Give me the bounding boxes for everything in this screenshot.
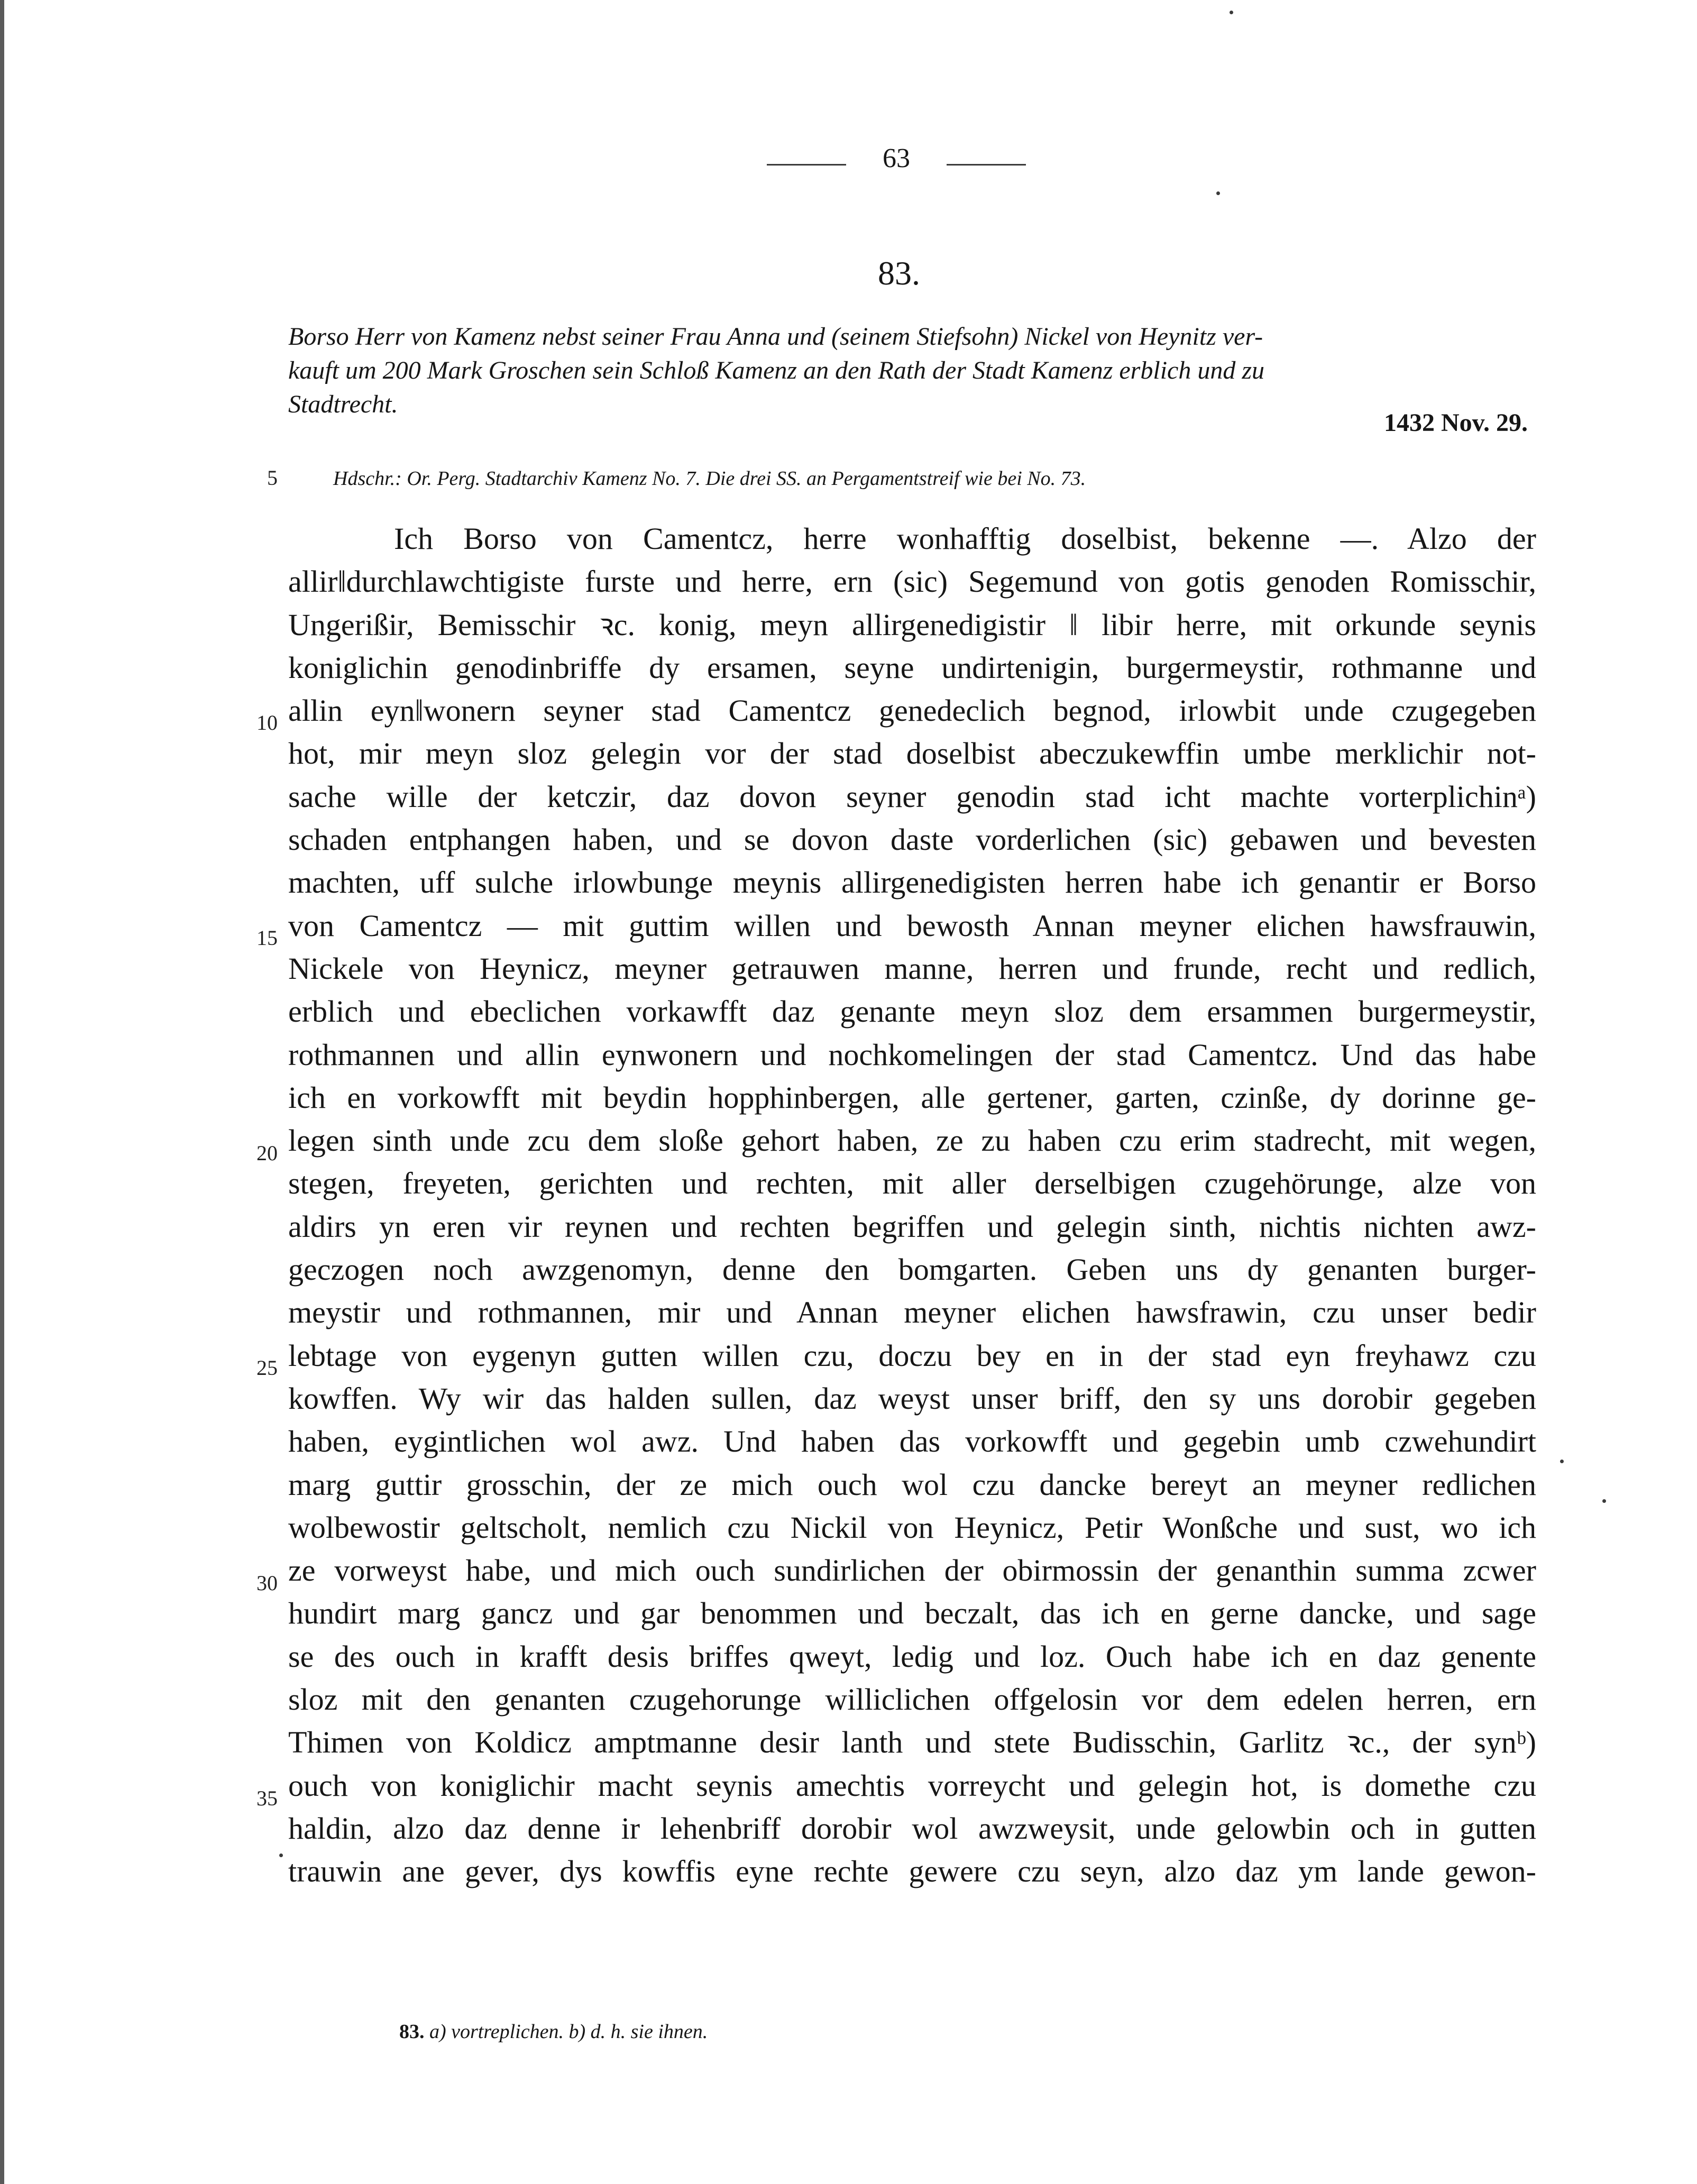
body-line: geczogen noch awzgenomyn, denne den bomgarten. Geben uns dy genanten burger-	[288, 1252, 1536, 1287]
footnote	[399, 2020, 708, 2043]
body-line: koniglichin genodinbriffe dy ersamen, seyne undirtenigin, burgermeystir, rothmanne und	[288, 650, 1536, 685]
body-line: von Camentcz — mit guttim willen und bewosth Annan meyner elichen hawsfrauwin,	[288, 908, 1536, 943]
document-body	[288, 517, 1536, 1893]
document-date: 1432 Nov. 29.	[1383, 409, 1528, 437]
summary-line: kauft um 200 Mark Groschen sein Schloß Kamenz an den Rath der Stadt Kamenz erblich und zu	[288, 356, 1265, 384]
body-line: marg guttir grosschin, der ze mich ouch wol czu dancke bereyt an meyner redlichen	[288, 1467, 1536, 1502]
footnote-b: b) d. h. sie ihnen.	[568, 2021, 708, 2043]
document-number: 83.	[878, 254, 920, 292]
footnote-a: a) vortreplichen.	[429, 2021, 564, 2043]
summary-line: Borso Herr von Kamenz nebst seiner Frau Anna und (seinem Stiefsohn) Nickel von Heynitz ver-	[288, 323, 1263, 351]
header-dash-left	[767, 164, 846, 166]
body-line: stegen, freyeten, gerichten und rechten, mit aller derselbigen czugehörunge, alze von	[288, 1166, 1536, 1201]
line-number: 30	[256, 1571, 278, 1595]
body-line: hot, mir meyn sloz gelegin vor der stad doselbist abeczukewffin umbe merklichir not-	[288, 736, 1536, 771]
body-line: kowffen. Wy wir das halden sullen, daz weyst unser briff, den sy uns dorobir gegeben	[288, 1381, 1536, 1416]
body-line: schaden entphangen haben, und se dovon daste vorderlichen (sic) gebawen und bevesten	[288, 822, 1536, 857]
body-line: haben, eygintlichen wol awz. Und haben das vorkowfft und gegebin umb czwehundirt	[288, 1424, 1536, 1459]
scan-speck	[279, 1853, 283, 1857]
line-number: 5	[267, 466, 278, 490]
scan-speck	[1230, 11, 1233, 14]
summary-line: Stadtrecht.	[288, 390, 398, 418]
body-line: allir‖durchlawchtigiste furste und herre, ern (sic) Segemund von gotis genoden Romisschir,	[288, 564, 1536, 599]
body-line: hundirt marg gancz und gar benommen und beczalt, das ich en gerne dancke, und sage	[288, 1596, 1536, 1631]
page-number: 63	[883, 143, 910, 173]
body-line: aldirs yn eren vir reynen und rechten begriffen und gelegin sinth, nichtis nichten awz-	[288, 1209, 1536, 1244]
body-line: ouch von koniglichir macht seynis amechtis vorreycht und gelegin hot, is domethe czu	[288, 1768, 1536, 1803]
body-line: Ungerißir, Bemisschir ꝛc. konig, meyn allirgenedigistir ‖ libir herre, mit orkunde seynis	[288, 607, 1536, 642]
body-line: Ich Borso von Camentcz, herre wonhafftig doselbist, bekenne —. Alzo der	[394, 521, 1536, 556]
line-number: 25	[256, 1356, 278, 1380]
body-line: meystir und rothmannen, mir und Annan meyner elichen hawsfrawin, czu unser bedir	[288, 1295, 1536, 1330]
regest-summary	[288, 320, 1528, 421]
body-line: Nickele von Heynicz, meyner getrauwen manne, herren und frunde, recht und redlich,	[288, 951, 1536, 986]
body-line: wolbewostir geltscholt, nemlich czu Nickil von Heynicz, Petir Wonßche und sust, wo ich	[288, 1510, 1536, 1545]
source-note: Hdschr.: Or. Perg. Stadtarchiv Kamenz No. 7. Die drei SS. an Pergamentstreif wie bei No. 73.	[333, 467, 1086, 490]
body-line: legen sinth unde zcu dem sloße gehort haben, ze zu haben czu erim stadrecht, mit wegen,	[288, 1123, 1536, 1158]
scan-speck	[1560, 1460, 1564, 1463]
body-line: se des ouch in krafft desis briffes qweyt, ledig und loz. Ouch habe ich en daz genente	[288, 1639, 1536, 1674]
scan-edge-line	[0, 0, 4, 2184]
body-line: ze vorweyst habe, und mich ouch sundirlichen der obirmossin der genanthin summa zcwer	[288, 1553, 1536, 1588]
body-line: erblich und ebeclichen vorkawfft daz genante meyn sloz dem ersammen burgermeystir,	[288, 994, 1536, 1029]
body-line: allin eyn‖wonern seyner stad Camentcz genedeclich begnod, irlowbit unde czugegeben	[288, 693, 1536, 728]
body-line: lebtage von eygenyn gutten willen czu, doczu bey en in der stad eyn freyhawz czu	[288, 1338, 1536, 1373]
body-line: rothmannen und allin eynwonern und nochkomelingen der stad Camentcz. Und das habe	[288, 1037, 1536, 1072]
body-line: Thimen von Koldicz amptmanne desir lanth und stete Budisschin, Garlitz ꝛc., der synᵇ)	[288, 1725, 1536, 1760]
body-line: ich en vorkowfft mit beydin hopphinbergen, alle gertener, garten, czinße, dy dorinne ge-	[288, 1080, 1536, 1115]
line-number: 10	[256, 711, 278, 735]
line-number: 20	[256, 1141, 278, 1165]
line-number: 15	[256, 926, 278, 950]
body-line: machten, uff sulche irlowbunge meynis allirgenedigisten herren habe ich genantir er Borso	[288, 865, 1536, 900]
body-line: sache wille der ketczir, daz dovon seyner genodin stad icht machte vorterplichinᵃ)	[288, 779, 1536, 814]
body-line: trauwin ane gever, dys kowffis eyne rechte gewere czu seyn, alzo daz ym lande gewon-	[288, 1854, 1536, 1889]
scan-speck	[1216, 191, 1220, 195]
line-number: 35	[256, 1786, 278, 1810]
scan-speck	[1602, 1499, 1606, 1503]
body-line: haldin, alzo daz denne ir lehenbriff dorobir wol awzweysit, unde gelowbin och in gutten	[288, 1811, 1536, 1846]
body-line: sloz mit den genanten czugehorunge williclichen offgelosin vor dem edelen herren, ern	[288, 1682, 1536, 1717]
footnote-number: 83.	[399, 2021, 425, 2043]
header-dash-right	[947, 164, 1026, 166]
page-header	[767, 143, 1042, 185]
